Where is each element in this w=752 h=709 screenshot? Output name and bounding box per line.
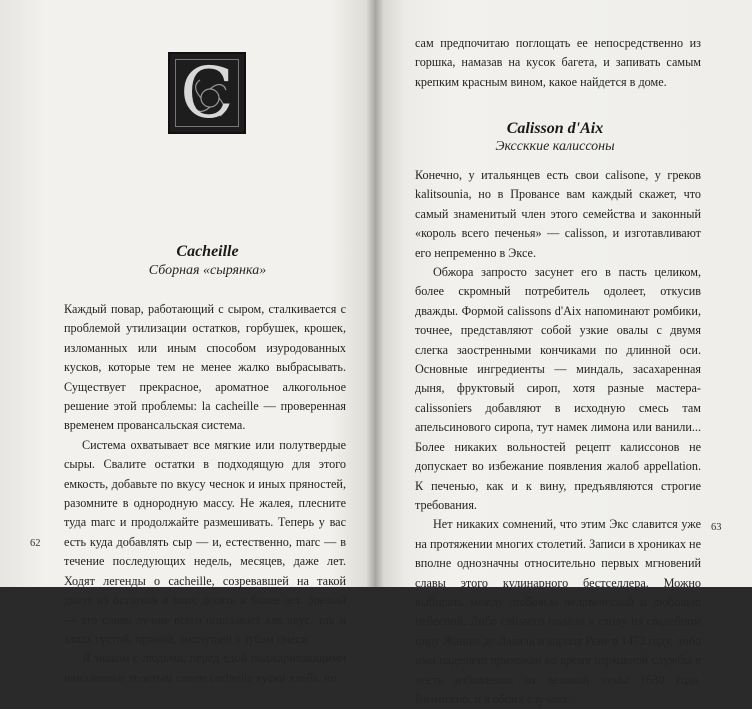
paragraph: Обжора запросто засунет его в пасть целиком, более скромный потребитель одолеет, откусив дважды. Формой calissons d'Aix напоминают ромбики, точнее, представляют собой узкие овалы с двумя слегка заостренными кончиками по длинной оси. Основные ингредиенты — миндаль, засахаренная дыня, фруктовый сироп, хотя разные мастера-calissoniers добавляют в исходную смесь там апельсинового сиропа, тут намек лимона или ванили... Более никаких вольностей рецепт калиссонов не допускает во избежание появления жалоб appellation. К печенью, как и к вину, предъявляются строгие требования. — [415, 265, 701, 512]
paragraph: Нет никаких сомнений, что этим Экс славится уже на протяжении многих столетий. Записи в хрониках не вполне однозначны относительно первых мгновений славы этого кулинарного бестселлера. Можно выбирать между любовью человеческой и любовью небесной. Либо calissons подали к столу на свадебном пиру Жанны де Лаваль и короля Рене в 1473 году, либо ими наделяли прихожан во время церковной службы в честь избавления от великой чумы 1630 года. Возможно, и в обоих случаях. — [415, 517, 702, 706]
recipe-subtitle: Экссккие калиссоны — [495, 139, 615, 154]
right-intro-text — [415, 34, 701, 92]
drop-cap-letter: C — [180, 52, 234, 134]
recipe-subtitle: Сборная «сырянка» — [148, 263, 267, 278]
paragraph: Конечно, у итальянцев есть свои calisone, у греков kalitsounia, но в Провансе вам каждый скажет, что самый знаменитый член этого семейства и законный «король всего печенья» — calisson, и изготавливают его непременно в Эксе. — [415, 168, 701, 260]
book-gutter — [366, 0, 384, 587]
left-page — [0, 0, 375, 685]
recipe-title: Cacheille — [176, 243, 239, 260]
page-number: 63 — [711, 522, 722, 533]
paragraph: Система охватывает все мягкие или полутвердые сыры. Свалите остатки в подходящую для этого емкость, добавьте по вкусу чеснок и иных пряностей, разомните в однородную массу. Не жалея, плесните туда marc и продолжайте размешивать. Теперь у вас есть куда добавлять сыр — и, естественно, marc — в течение последующих недель, месяцев, даже лет. Ходят легенды о cacheille, созревавшей на такой диете из остатков и marc десять и более лет. Зрелый — это слово лучше всего описывает как вкус, так и запах густой, пряной, липнущей к зубам смеси. — [64, 437, 346, 646]
recipe-title: Calisson d'Aix — [506, 120, 604, 137]
right-body-text — [415, 166, 701, 709]
paragraph: Каждый повар, работающий с сыром, сталкивается с проблемой утилизации остатков, горбушек, крошек, изломанных или иным способом изуродованных кусков, которые тем не менее жалко выбрасывать. Существует прекрасное, ароматное алкогольное решение этой проблемы: la cacheille — проверенная временем провансальская система. — [64, 302, 346, 433]
paragraph: сам предпочитаю поглощать ее непосредственно из горшка, намазав на кусок багета, и запивать самым крепким красным вином, какое найдется в доме. — [415, 36, 701, 89]
right-page — [375, 0, 752, 706]
drop-cap-ornament — [168, 52, 246, 134]
page-number: 62 — [30, 538, 41, 549]
left-body-text — [64, 300, 346, 688]
paragraph: Я знаком с людьми, перед едой поджаривающими намазанные толстым слоем cacheille куски хлеба, но — [64, 651, 346, 685]
